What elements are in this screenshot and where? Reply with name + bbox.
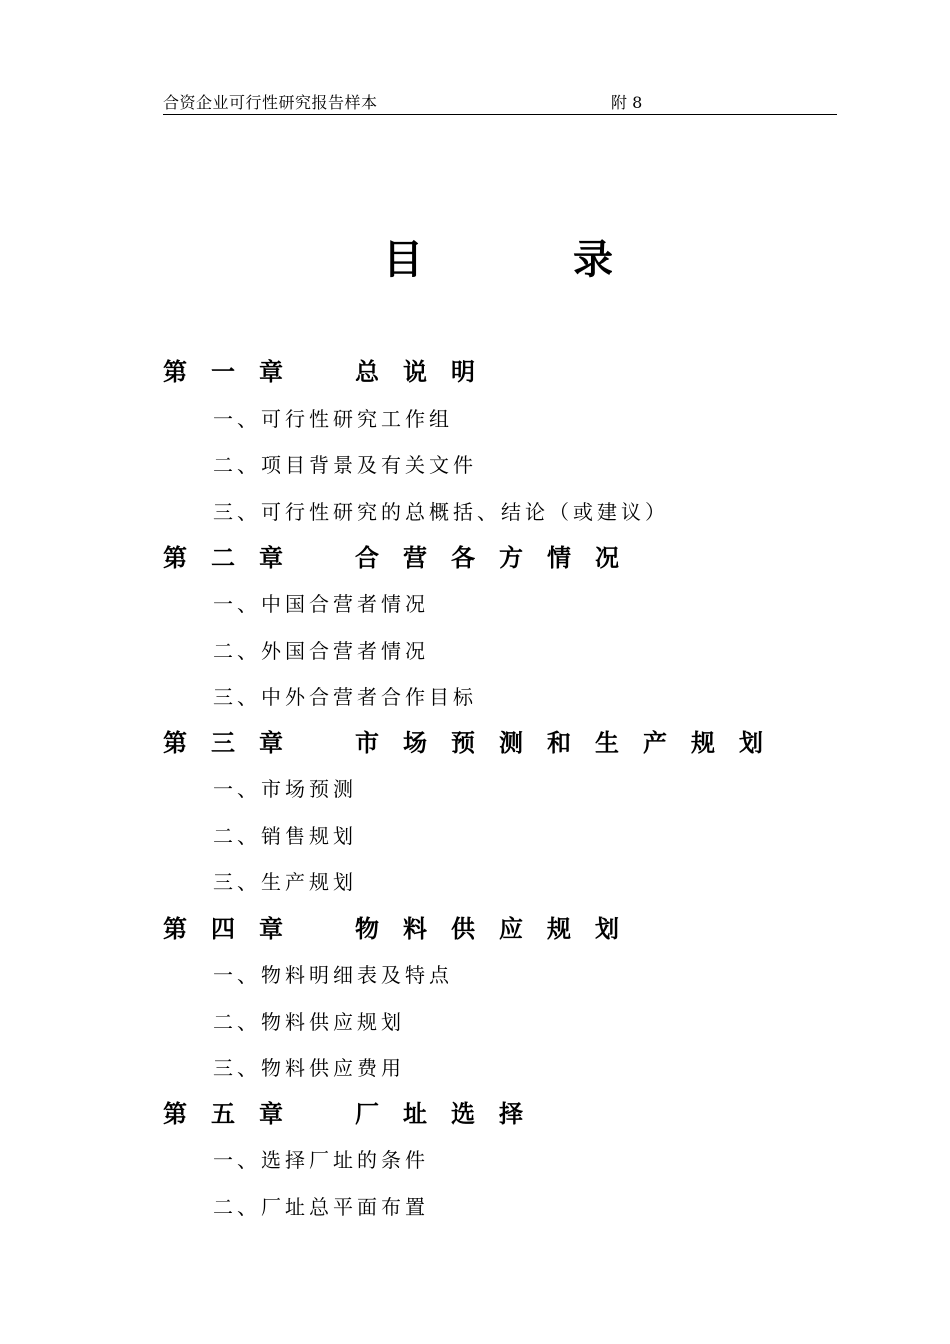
toc-item	[0, 404, 950, 444]
chapter-title: 物料供应规划	[355, 915, 643, 943]
chapter-number: 第一章	[163, 358, 307, 386]
toc-item	[0, 960, 950, 1000]
toc-item	[0, 636, 950, 676]
toc-chapter	[0, 913, 950, 953]
chapter-title: 厂址选择	[355, 1100, 547, 1128]
toc-item-label: 一、物料明细表及特点	[213, 963, 453, 987]
chapter-number: 第二章	[163, 544, 307, 572]
toc-chapter	[0, 356, 950, 396]
chapter-number: 第四章	[163, 915, 307, 943]
toc-item	[0, 1007, 950, 1047]
toc-item	[0, 867, 950, 907]
toc-chapter	[0, 542, 950, 582]
toc-chapter	[0, 727, 950, 767]
header-appendix-label: 附 8	[611, 93, 643, 112]
title-char-lu: 录	[573, 237, 613, 283]
toc-chapter	[0, 1098, 950, 1138]
toc-item-label: 三、生产规划	[213, 870, 357, 894]
toc-item-label: 三、物料供应费用	[213, 1056, 405, 1080]
chapter-title: 总说明	[355, 358, 499, 386]
toc-item	[0, 1145, 950, 1185]
toc-item	[0, 821, 950, 861]
toc-item-label: 二、外国合营者情况	[213, 639, 429, 663]
toc-item	[0, 682, 950, 722]
toc-item-label: 二、厂址总平面布置	[213, 1195, 429, 1219]
toc-item-label: 二、物料供应规划	[213, 1010, 405, 1034]
toc-item-label: 一、中国合营者情况	[213, 592, 429, 616]
toc-item	[0, 1192, 950, 1232]
toc-item-label: 三、可行性研究的总概括、结论（或建议）	[213, 500, 669, 524]
toc-item	[0, 450, 950, 490]
toc-item-label: 三、中外合营者合作目标	[213, 685, 477, 709]
toc-item-label: 二、项目背景及有关文件	[213, 453, 477, 477]
chapter-number: 第三章	[163, 729, 307, 757]
toc-item	[0, 1053, 950, 1093]
chapter-number: 第五章	[163, 1100, 307, 1128]
toc-item	[0, 497, 950, 537]
toc-item-label: 一、可行性研究工作组	[213, 407, 453, 431]
title-char-mu: 目	[383, 237, 423, 283]
header-document-title: 合资企业可行性研究报告样本	[163, 93, 378, 112]
chapter-title: 市场预测和生产规划	[355, 729, 787, 757]
toc-item-label: 一、选择厂址的条件	[213, 1148, 429, 1172]
toc-item-label: 二、销售规划	[213, 824, 357, 848]
toc-item	[0, 589, 950, 629]
toc-item-label: 一、市场预测	[213, 777, 357, 801]
toc-item	[0, 774, 950, 814]
chapter-title: 合营各方情况	[355, 544, 643, 572]
